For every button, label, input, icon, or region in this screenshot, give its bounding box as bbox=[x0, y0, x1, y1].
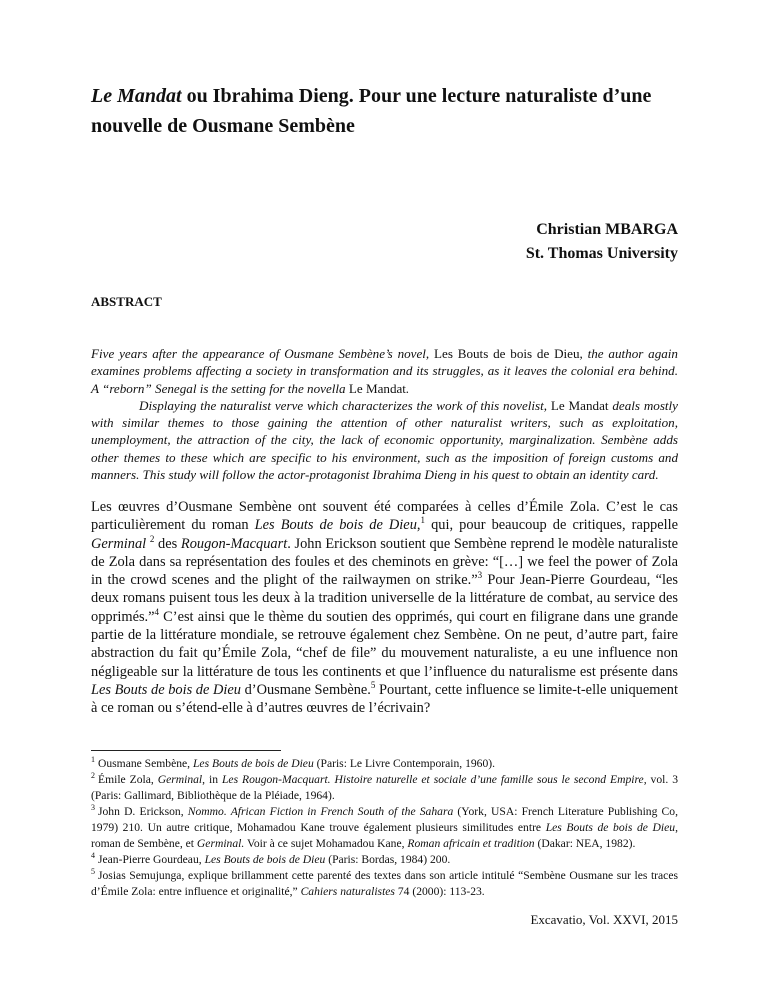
footnote-text-segment: Voir à ce sujet Mohamadou Kane, bbox=[244, 837, 408, 850]
abstract-heading: ABSTRACT bbox=[91, 294, 162, 309]
running-footer: Excavatio, Vol. XXVI, 2015 bbox=[530, 912, 678, 927]
footnote-number: 3 bbox=[91, 803, 95, 813]
body-text bbox=[91, 498, 678, 718]
footnote-text-segment: Germinal bbox=[157, 773, 203, 786]
footnote-text-segment: Jean-Pierre Gourdeau, bbox=[98, 853, 205, 866]
footnote-reference[interactable]: 1 bbox=[420, 515, 426, 526]
body-text-segment: Les Bouts de bois de Dieu bbox=[91, 681, 241, 698]
footnote-text-segment: Josias Semujunga, explique brillamment cette parenté des textes dans son article intitulé “Sembène Ousmane sur les traces d’Émile Zola: entre influence et originalité,” bbox=[91, 869, 678, 898]
body-text-segment: C’est ainsi que le thème du soutien des opprimés, qui court en filigrane dans une grande partie de la littérature mondiale, se retrouve également chez Sembène. On ne peut, d’autre part, faire abstraction du fait qu’Émile Zola, “chef de file” du mouvement naturaliste, a eu une influence non négligeable sur la littérature de tous les continents et que l’influence du naturalisme est présente dans bbox=[91, 608, 678, 680]
author-affiliation: St. Thomas University bbox=[525, 245, 678, 262]
author-block bbox=[526, 218, 678, 266]
body-paragraph-1 bbox=[91, 498, 678, 718]
body-text-segment: Pourtant, cette influence se limite-t-elle uniquement à ce roman ou s’étend-elle à d’autres œuvres de l’écrivain? bbox=[91, 681, 679, 717]
footnote-number: 5 bbox=[91, 867, 95, 877]
footnote-reference[interactable]: 3 bbox=[477, 570, 483, 581]
footnote-4 bbox=[91, 852, 678, 868]
footnote-text-segment: vol. 3 (Paris: Gallimard, Bibliothèque de la Pléiade, 1964). bbox=[91, 773, 678, 802]
footnote-text-segment: Les Rougon-Macquart. Histoire naturelle et sociale d’une famille sous le second Empire, bbox=[221, 773, 647, 786]
body-text-segment: des bbox=[154, 535, 181, 552]
body-text-segment: , bbox=[416, 517, 421, 534]
footnote-number: 1 bbox=[91, 755, 95, 765]
body-text-segment: qui, pour beaucoup de critiques, rappelle bbox=[425, 517, 678, 534]
footnote-text-segment: Ousmane Sembène, bbox=[98, 757, 193, 770]
abstract-text-segment: . bbox=[405, 380, 410, 396]
body-text-segment: Germinal bbox=[91, 535, 147, 552]
body-text-segment: Rougon-Macquart bbox=[180, 535, 288, 552]
title-rest: ou Ibrahima Dieng. Pour une lecture naturaliste d’une nouvelle de Ousmane Sembène bbox=[91, 85, 652, 137]
body-text-segment: Pour Jean-Pierre Gourdeau, “les deux romans puisent tous les deux à la tradition universelle de la littérature de combat, au service des opprimés.” bbox=[91, 572, 678, 625]
footnote-text-segment: Cahiers naturalistes bbox=[300, 885, 395, 898]
footnote-text-segment: John D. Erickson, bbox=[98, 805, 188, 818]
abstract-text-segment: Les Bouts de bois de Dieu bbox=[434, 346, 580, 361]
footnote-text-segment: (Dakar: NEA, 1982). bbox=[534, 837, 636, 850]
body-text-segment: . John Erickson soutient que Sembène reprend le modèle naturaliste de Zola dans sa représentation des foules et des cheminots en grève: “[…] we feel the power of Zola in the crowd scenes and the plight of the railwaymen on strike.” bbox=[91, 535, 678, 589]
footnote-text-segment: , roman de Sembène, et bbox=[91, 821, 678, 850]
footnote-number: 2 bbox=[91, 771, 95, 781]
footnote-text-segment: Nommo. African Fiction in French South of the Sahara bbox=[187, 805, 454, 818]
author-name: Christian MBARGA bbox=[536, 221, 678, 238]
footnote-text-segment: 74 (2000): 113-23. bbox=[394, 885, 485, 898]
footnote-text-segment: Émile Zola, bbox=[98, 773, 158, 786]
body-text-segment: Les Bouts de bois de Dieu bbox=[254, 517, 417, 534]
footnote-2 bbox=[91, 772, 678, 804]
footnote-text-segment: Les Bouts de bois de Dieu bbox=[204, 853, 326, 866]
footnotes bbox=[91, 756, 678, 900]
footnote-text-segment: (Paris: Le Livre Contemporain, 1960). bbox=[313, 757, 496, 770]
footnote-number: 4 bbox=[91, 851, 95, 861]
body-text-segment: Les œuvres d’Ousmane Sembène ont souvent été comparées à celles d’Émile Zola. C’est le cas particulièrement du roman bbox=[91, 499, 678, 534]
footnote-text-segment: Roman africain et tradition bbox=[407, 837, 535, 850]
footnote-text-segment: (Paris: Bordas, 1984) 200. bbox=[325, 853, 451, 866]
abstract-paragraph-2 bbox=[91, 397, 678, 483]
footnote-3 bbox=[91, 804, 678, 852]
footnote-5 bbox=[91, 868, 678, 900]
footnote-text-segment: Les Bouts de bois de Dieu bbox=[545, 821, 676, 834]
abstract-text-segment: Five years after the appearance of Ousmane Sembène’s novel, bbox=[91, 346, 435, 361]
footnote-reference[interactable]: 4 bbox=[154, 606, 160, 617]
footnote-reference[interactable]: 2 bbox=[149, 533, 155, 544]
footnote-1 bbox=[91, 756, 678, 772]
footnote-text-segment: Les Bouts de bois de Dieu bbox=[192, 757, 314, 770]
abstract-text-segment: deals mostly with similar themes to those gaining the attention of other naturalist writers, such as exploitation, unemployment, the attraction of the city, the lack of economic opportunity, marginalization. Sembène adds other themes to these which are specific to his environment, such as the imposition of foreign customs and manners. This study will follow the actor-protagonist Ibrahima Dieng in his quest to obtain an identity card. bbox=[91, 397, 678, 483]
abstract-text-segment: Le Mandat bbox=[348, 380, 406, 396]
footnote-reference[interactable]: 5 bbox=[370, 680, 376, 691]
footnote-separator bbox=[91, 750, 281, 751]
abstract-text bbox=[91, 345, 678, 483]
article-title bbox=[91, 81, 691, 141]
body-text-segment: d’Ousmane Sembène. bbox=[240, 681, 371, 698]
title-italic-part: Le Mandat bbox=[91, 85, 182, 107]
abstract-text-segment: Le Mandat bbox=[550, 397, 609, 413]
abstract-text-segment: Displaying the naturalist verve which characterizes the work of this novelist, bbox=[139, 397, 551, 413]
abstract-text-segment: , the author again examines problems affecting a society in transformation and its struggles, as it leaves the colonial era behind. A “reborn” Senegal is the setting for the novella bbox=[91, 346, 678, 396]
footnote-text-segment: (York, USA: French Literature Publishing Co, 1979) 210. Un autre critique, Mohamadou Kane trouve également plusieurs similitudes entre bbox=[91, 805, 678, 834]
footnote-text-segment: , in bbox=[202, 773, 222, 786]
footnote-text-segment: Germinal. bbox=[196, 837, 245, 850]
abstract-paragraph-1 bbox=[91, 345, 678, 397]
